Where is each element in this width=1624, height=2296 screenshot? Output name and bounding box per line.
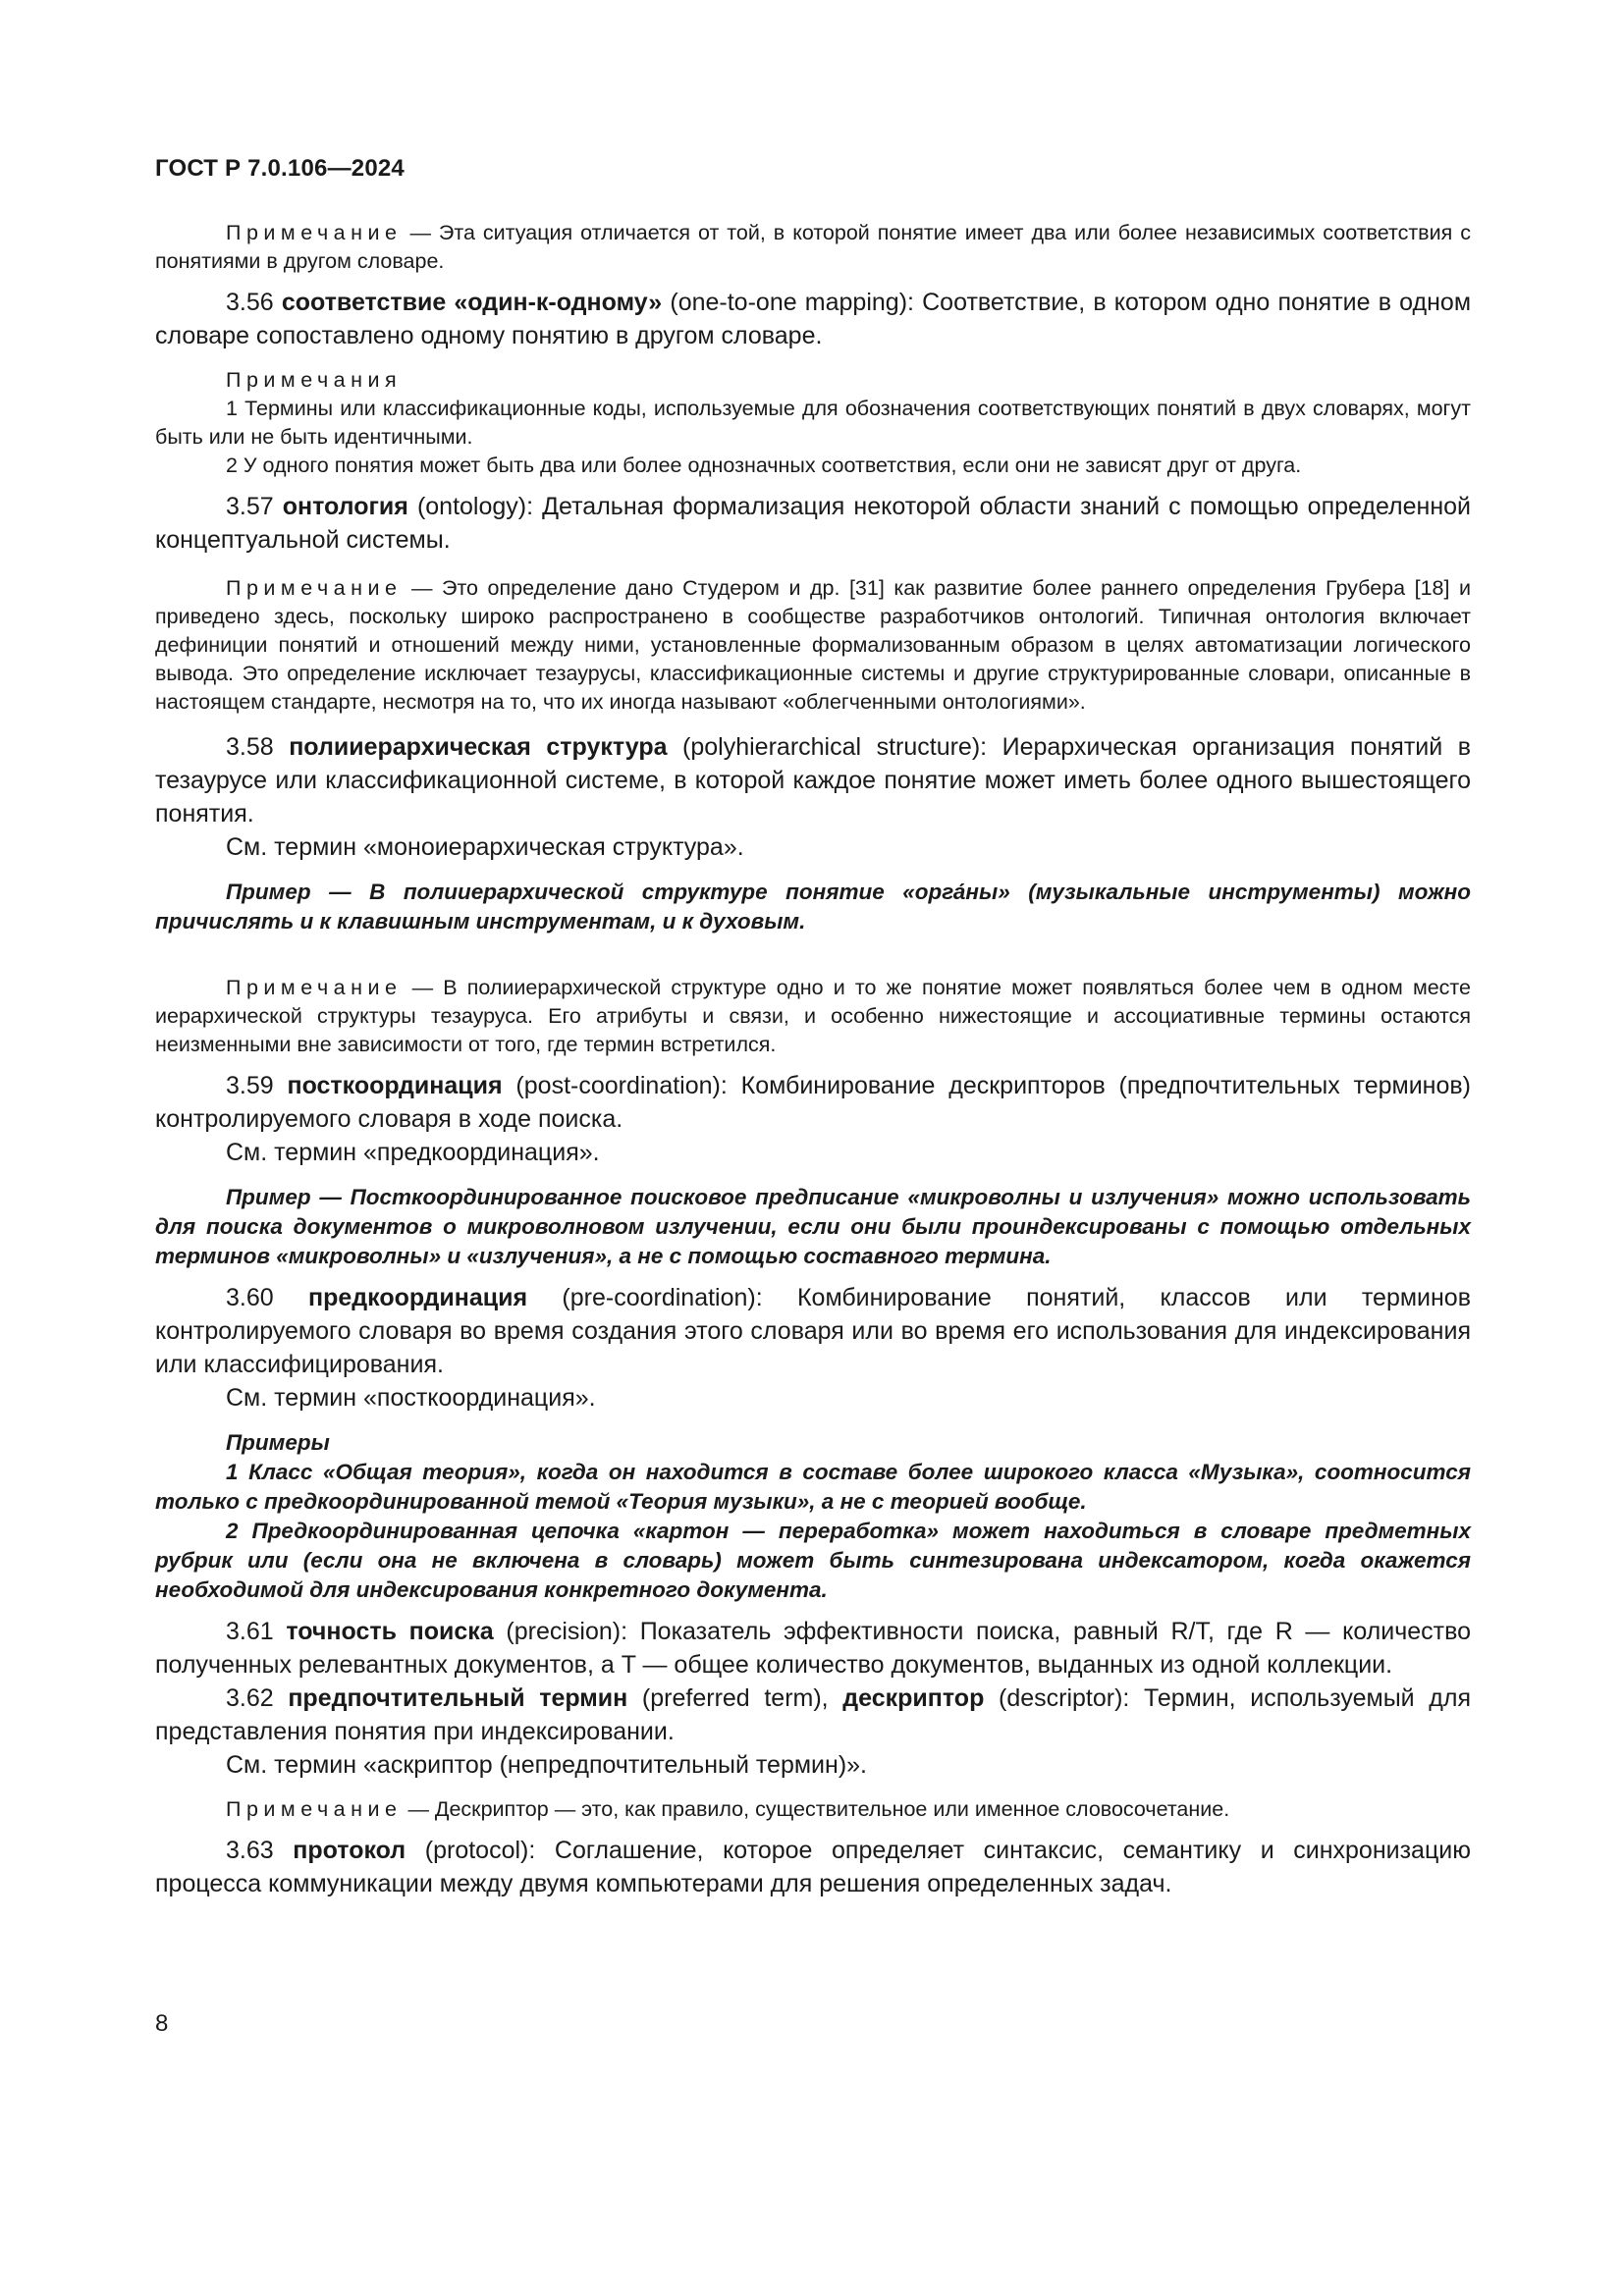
see-also-text: См. термин «предкоординация».: [226, 1139, 600, 1166]
entry-term: соответствие «один-к-одному»: [281, 289, 663, 316]
entry-definition: (descriptor): Термин, используемый для представления понятия при индексировании.: [155, 1684, 1472, 1745]
note-label: Примечание: [226, 1797, 403, 1821]
note-text: 2 У одного понятия может быть два или более однозначных соответствия, если они не зависят друг от друга.: [226, 454, 1302, 477]
note-label: Примечание: [226, 221, 403, 244]
note-text: 1 Термины или классификационные коды, используемые для обозначения соответствующих понятий в двух словарях, могут быть или не быть идентичными.: [155, 397, 1471, 449]
entry-3-63: [155, 1834, 1471, 1900]
note-3-57: [155, 574, 1471, 717]
entry-term: протокол: [293, 1837, 406, 1864]
entry-3-59: [155, 1069, 1471, 1136]
example-text: Пример — Посткоординированное поисковое предписание «микроволны и излучения» можно использовать для поиска документов о микроволновом излучении, если они были проиндексированы с помощью отдельных терминов «микроволны» и «излучения», а не с помощью составного термина.: [155, 1185, 1471, 1268]
note-3-55: [155, 219, 1471, 276]
see-also-3-58: [155, 830, 1471, 864]
entry-definition: (protocol): Соглашение, которое определяет синтаксис, семантику и синхронизацию процесса коммуникации между двумя компьютерами для решения определенных задач.: [155, 1837, 1471, 1897]
entry-number: 3.63: [226, 1837, 274, 1864]
note-3-56-1: [155, 395, 1471, 452]
entry-3-61: [155, 1615, 1471, 1682]
entry-term: предпочтительный термин: [288, 1684, 628, 1712]
entry-3-57: [155, 490, 1471, 557]
entry-number: 3.57: [226, 493, 274, 520]
entry-number: 3.58: [226, 733, 274, 761]
page-number: 8: [155, 2010, 169, 2037]
entry-definition: (polyhierarchical structure): Иерархическая организация понятий в тезаурусе или классификационной системе, в которой каждое понятие может иметь более одного вышестоящего понятия.: [155, 733, 1472, 828]
entry-number: 3.62: [226, 1684, 274, 1712]
entry-term: предкоординация: [308, 1284, 528, 1311]
notes-label-3-56: [155, 366, 1471, 395]
entry-3-62: [155, 1682, 1471, 1748]
note-text: — Это определение дано Студером и др. [31] как развитие более раннего определения Грубера [18] и приведено здесь, поскольку широко распространено в сообществе разработчиков онтологий. Типичная онтология включает дефиниции понятий и отношений между ними, установленные формализованным образом в целях автоматизации логического вывода. Это определение исключает тезаурусы, классификационные системы и другие структурированные словари, описанные в настоящем стандарте, несмотря на то, что их иногда называют «облегченными онтологиями».: [155, 576, 1472, 714]
entry-term: онтология: [282, 493, 408, 520]
entry-number: 3.60: [226, 1284, 274, 1311]
entry-number: 3.61: [226, 1618, 274, 1645]
note-label: Примечание: [226, 976, 403, 999]
entry-definition: (pre-coordination): Комбинирование понятий, классов или терминов контролируемого словаря во время создания этого словаря или во время его использования для индексирования или классифицирования.: [155, 1284, 1471, 1378]
note-3-58: [155, 974, 1471, 1059]
entry-number: 3.56: [226, 289, 274, 316]
notes-label: Примечания: [226, 368, 403, 392]
entry-term-gloss: (preferred term),: [627, 1684, 843, 1712]
entry-term: полииерархическая структура: [289, 733, 668, 761]
note-text: — Эта ситуация отличается от той, в которой понятие имеет два или более независимых соответствия с понятиями в другом словаре.: [155, 221, 1471, 273]
examples-label-3-60: [155, 1428, 1471, 1458]
note-3-62: [155, 1795, 1471, 1824]
example-3-58: [155, 878, 1471, 936]
document-header: ГОСТ Р 7.0.106—2024: [155, 155, 405, 182]
example-3-59: [155, 1183, 1471, 1271]
entry-definition: (one-to-one mapping): Соответствие, в котором одно понятие в одном словаре сопоставлено одному понятию в другом словаре.: [155, 289, 1472, 349]
entry-term: точность поиска: [286, 1618, 494, 1645]
example-3-60-1: [155, 1458, 1471, 1517]
note-label: Примечание: [226, 576, 403, 600]
example-text: 2 Предкоординированная цепочка «картон — переработка» может находиться в словаре предметных рубрик или (если она не включена в словарь) может быть синтезирована индексатором, когда окажется необходимой для индексирования конкретного документа.: [155, 1519, 1471, 1602]
entry-3-56: [155, 286, 1471, 352]
entry-term: посткоординация: [287, 1072, 503, 1099]
note-3-56-2: [155, 452, 1471, 480]
entry-number: 3.59: [226, 1072, 274, 1099]
examples-label: Примеры: [226, 1430, 330, 1455]
see-also-text: См. термин «посткоординация».: [226, 1384, 596, 1412]
entry-definition: (ontology): Детальная формализация некоторой области знаний с помощью определенной концептуальной системы.: [155, 493, 1471, 554]
entry-definition: (precision): Показатель эффективности поиска, равный R/T, где R — количество полученных релевантных документов, а T — общее количество документов, выданных из одной коллекции.: [155, 1618, 1472, 1679]
entry-definition: (post-coordination): Комбинирование дескрипторов (предпочтительных терминов) контролируемого словаря в ходе поиска.: [155, 1072, 1471, 1133]
see-also-text: См. термин «аскриптор (непредпочтительный термин)».: [226, 1751, 867, 1779]
example-text: Пример — В полииерархической структуре понятие «орга́ны» (музыкальные инструменты) можно причислять и к клавишным инструментам, и к духовым.: [155, 880, 1471, 934]
document-body: [155, 219, 1471, 1900]
note-text: — Дескриптор — это, как правило, существительное или именное словосочетание.: [407, 1797, 1230, 1821]
see-also-3-62: [155, 1748, 1471, 1782]
note-text: — В полииерархической структуре одно и то же понятие может появляться более чем в одном месте иерархической структуры тезауруса. Его атрибуты и связи, и особенно нижестоящие и ассоциативные термины остаются неизменными вне зависимости от того, где термин встретился.: [155, 976, 1471, 1056]
entry-3-60: [155, 1281, 1471, 1381]
entry-synonym-term: дескриптор: [842, 1684, 985, 1712]
see-also-text: См. термин «моноиерархическая структура».: [226, 833, 744, 861]
example-3-60-2: [155, 1517, 1471, 1605]
see-also-3-60: [155, 1381, 1471, 1415]
see-also-3-59: [155, 1136, 1471, 1169]
entry-3-58: [155, 730, 1471, 830]
example-text: 1 Класс «Общая теория», когда он находится в составе более широкого класса «Музыка», соотносится только с предкоординированной темой «Теория музыки», а не с теорией вообще.: [155, 1460, 1471, 1514]
